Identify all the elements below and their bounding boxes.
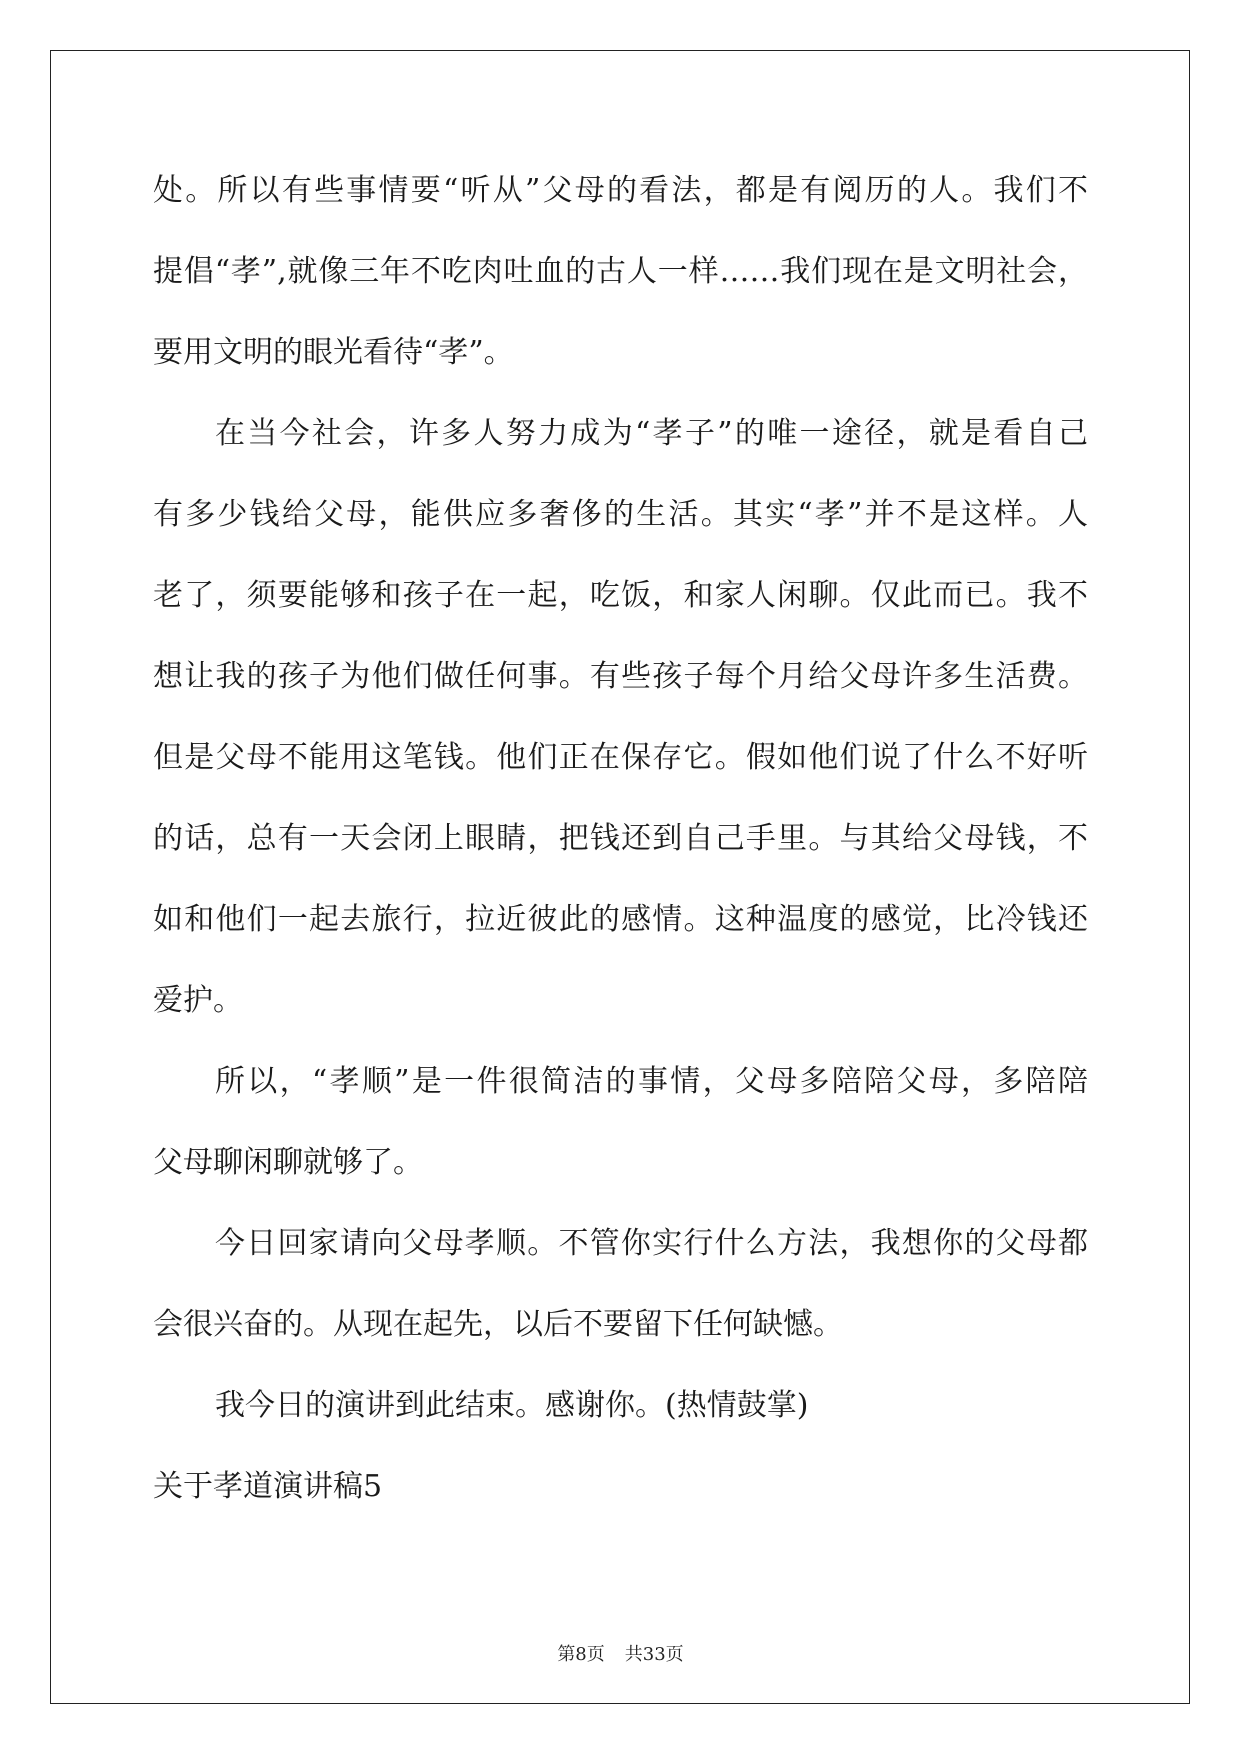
paragraph-start-line: 我今日的演讲到此结束。感谢你。(热情鼓掌) [215, 1388, 809, 1423]
text-line: 老了，须要能够和孩子在一起，吃饭，和家人闲聊。仅此而已。我不 [153, 578, 1088, 613]
paragraph-start-line: 在当今社会，许多人努力成为“孝子”的唯一途径，就是看自己 [215, 416, 1088, 451]
text-line: 如和他们一起去旅行，拉近彼此的感情。这种温度的感觉，比冷钱还 [153, 902, 1088, 937]
text-line: 的话，总有一天会闭上眼睛，把钱还到自己手里。与其给父母钱，不 [153, 821, 1088, 856]
text-line: 要用文明的眼光看待“孝”。 [153, 335, 514, 370]
page-footer [0, 1640, 1241, 1666]
text-line: 提倡“孝”,就像三年不吃肉吐血的古人一样……我们现在是文明社会， [153, 254, 1088, 289]
text-line: 父母聊闲聊就够了。 [153, 1145, 423, 1180]
paragraph-start-line: 所以，“孝顺”是一件很简洁的事情，父母多陪陪父母，多陪陪 [215, 1064, 1088, 1099]
text-line: 有多少钱给父母，能供应多奢侈的生活。其实“孝”并不是这样。人 [153, 497, 1088, 532]
document-body [153, 150, 1088, 1527]
text-line: 想让我的孩子为他们做任何事。有些孩子每个月给父母许多生活费。 [153, 659, 1088, 694]
text-line: 处。所以有些事情要“听从”父母的看法，都是有阅历的人。我们不 [153, 173, 1088, 208]
text-line: 会很兴奋的。从现在起先，以后不要留下任何缺憾。 [153, 1307, 843, 1342]
text-line: 爱护。 [153, 983, 243, 1018]
section-heading: 关于孝道演讲稿5 [153, 1469, 383, 1504]
page-number-total: 共33页 [624, 1644, 684, 1665]
page-number-current: 第8页 [557, 1644, 605, 1665]
text-line: 但是父母不能用这笔钱。他们正在保存它。假如他们说了什么不好听 [153, 740, 1088, 775]
paragraph-start-line: 今日回家请向父母孝顺。不管你实行什么方法，我想你的父母都 [215, 1226, 1088, 1261]
